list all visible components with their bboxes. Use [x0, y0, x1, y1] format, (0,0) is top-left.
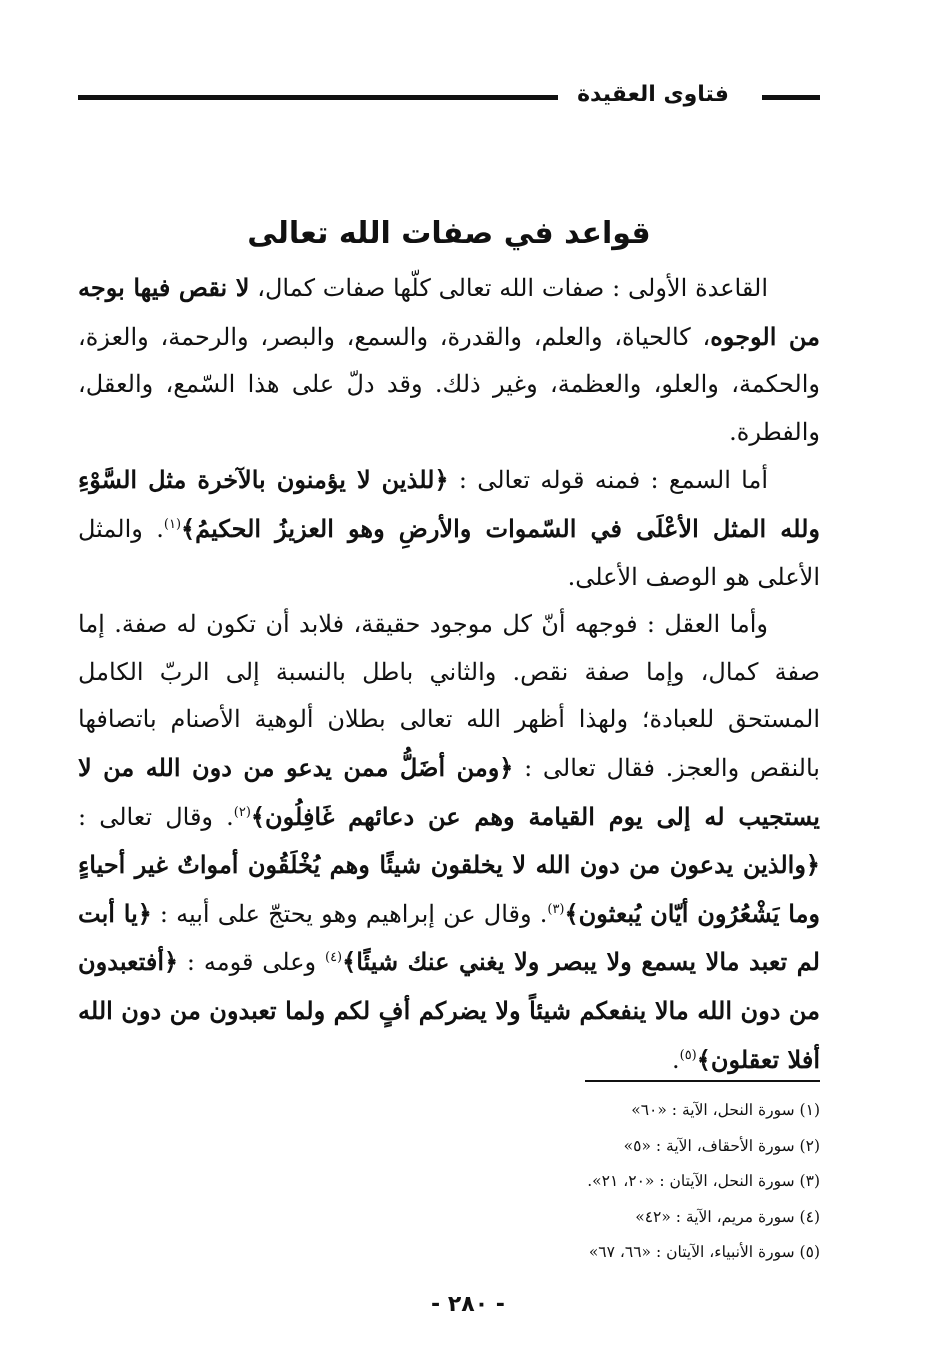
header-rule-right — [762, 95, 820, 100]
running-title: فتاوى العقيدة — [577, 82, 729, 107]
footnote-item: (٣) سورة النحل، الآيتان : «٢٠، ٢١». — [587, 1172, 820, 1190]
paragraph-text: . — [671, 1045, 680, 1074]
footnote-ref[interactable]: (١) — [163, 516, 182, 532]
page-header — [78, 78, 820, 118]
footnote-item: (١) سورة النحل، الآية : «٦٠» — [631, 1101, 820, 1119]
header-rule-left — [78, 95, 558, 100]
quran-verse: ﴿يا أبت لم تعبد مالا يسمع ولا يبصر ولا يغني عنك شيئًا﴾ — [78, 898, 820, 977]
footnote-item: (٢) سورة الأحقاف، الآية : «٥» — [623, 1136, 820, 1155]
paragraph-text: القاعدة الأولى : صفات الله تعالى كلّها صفات كمال، — [249, 274, 768, 302]
paragraph-text: أما السمع : فمنه قوله تعالى : — [448, 466, 769, 495]
paragraph-text: . وقال عن إبراهيم وهو يحتجّ على أبيه : — [151, 899, 548, 928]
body-text — [78, 264, 820, 1084]
paragraph-text: . والمثل الأعلى هو الوصف الأعلى. — [78, 514, 820, 591]
quran-verse: ﴿أفتعبدون من دون الله مالا ينفعكم شيئاً ولا يضركم أفٍ لكم ولما تعبدون من دون الله أفلا تعقلون﴾ — [78, 947, 820, 1074]
footnotes — [520, 1093, 820, 1271]
paragraph-2 — [78, 456, 820, 601]
footnote-item: (٤) سورة مريم، الآية : «٤٢» — [635, 1207, 820, 1226]
quran-verse: ﴿للذين لا يؤمنون بالآخرة مثل السَّوْءِ ولله المثل الأعْلَى في السّموات والأرضِ وهو العزيزُ الحكيمُ﴾ — [78, 465, 821, 543]
paragraph-text: وعلى قومه : — [178, 948, 325, 977]
footnote-item: (٥) سورة الأنبياء، الآيتان : «٦٦، ٦٧» — [588, 1243, 820, 1261]
footnote-ref[interactable]: (٥) — [679, 1047, 697, 1063]
page-number: - ٢٨٠ - — [431, 1292, 505, 1317]
footnote-separator — [585, 1080, 820, 1082]
quran-verse: ﴿ومن أضَلُّ ممن يدعو من دون الله من لا يستجيب له إلى يوم القيامة وهم عن دعائهم غَافِلُون﴾ — [78, 752, 820, 831]
emphasis-text: لا نقص فيها بوجه من الوجوه — [78, 273, 820, 351]
chapter-title: قواعد في صفات الله تعالى — [247, 216, 651, 251]
quran-verse: ﴿والذين يدعون من دون الله لا يخلقون شيئًا وهم يُخْلَقُون أمواتٌ غير أحياءٍ وما يَشْعُرُون أيّان يُبعثون﴾ — [78, 850, 821, 928]
footnote-ref[interactable]: (٢) — [233, 804, 251, 820]
paragraph-1 — [78, 264, 820, 456]
paragraph-text: . وقال تعالى : — [78, 802, 234, 831]
footnote-ref[interactable]: (٣) — [547, 901, 565, 917]
footnote-ref[interactable]: (٤) — [324, 950, 343, 966]
paragraph-text: ، كالحياة، والعلم، والقدرة، والسمع، والبصر، والرحمة، والعزة، والحكمة، والعلو، والعظمة، وغير ذلك. وقد دلّ على هذا السّمع، والعقل، والفطرة. — [78, 322, 820, 446]
paragraph-3 — [78, 601, 820, 1084]
paragraph-text: وأما العقل : فوجهه أنّ كل موجود حقيقة، فلابد أن تكون له صفة. إما صفة كمال، وإما صفة نقص. والثاني باطل بالنسبة إلى الربّ الكامل المستحق للعبادة؛ ولهذا أظهر الله تعالى بطلان ألوهية الأصنام باتصافها بالنقص والعجز. فقال تعالى : — [78, 610, 820, 782]
